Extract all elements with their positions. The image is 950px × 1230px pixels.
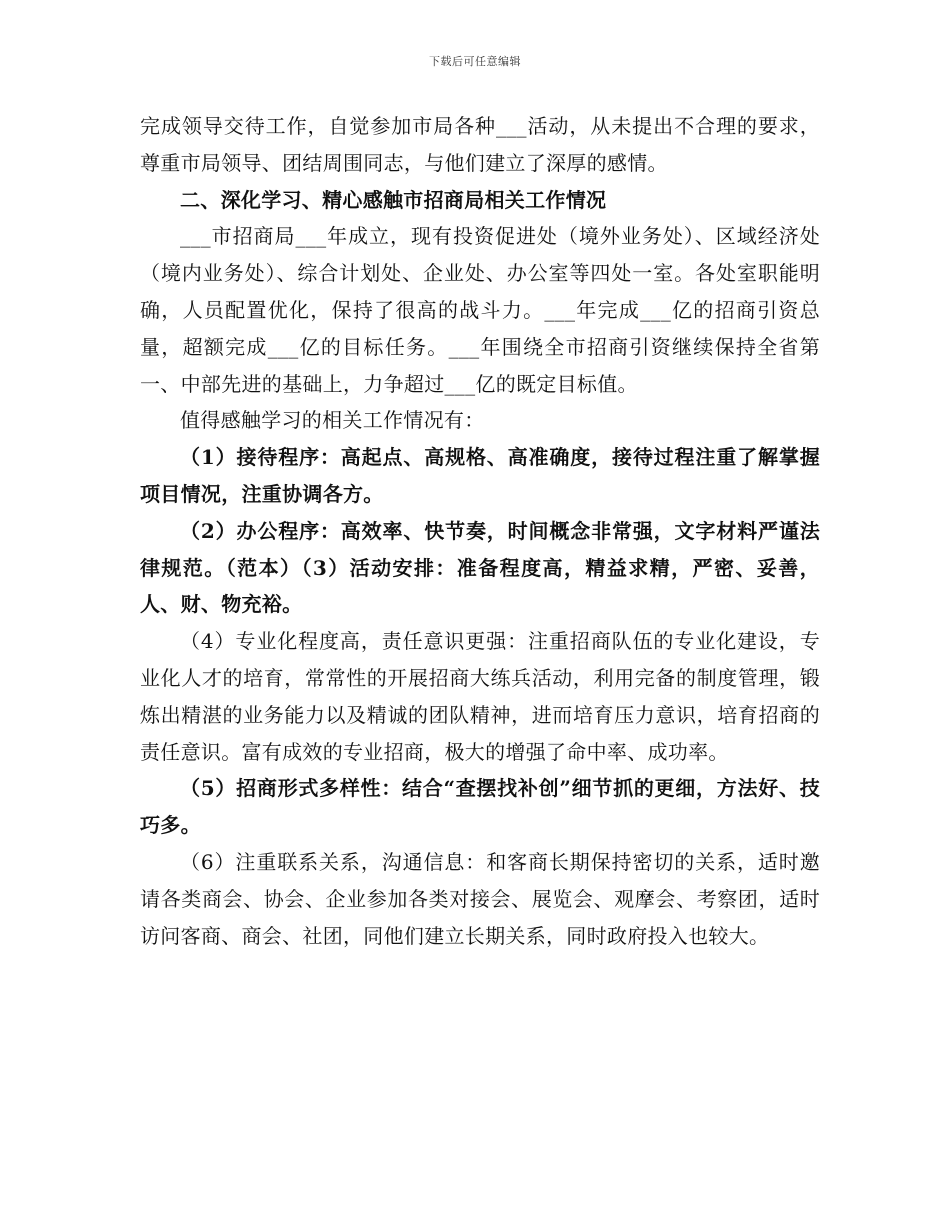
list-item-1: （1）接待程序：高起点、高规格、高准确度，接待过程注重了解掌握项目情况，注重协调各方。	[140, 445, 820, 506]
paragraph-intro-list: 值得感触学习的相关工作情况有：	[180, 408, 485, 433]
list-item-5: （5）招商形式多样性：结合“查摆找补创”细节抓的更细，方法好、技巧多。	[140, 776, 820, 838]
section-heading: 二、深化学习、精心感触市招商局相关工作情况	[180, 187, 607, 212]
page-header: 下载后可任意编辑	[429, 55, 521, 68]
list-item-2-3: （2）办公程序：高效率、快节奏，时间概念非常强，文字材料严谨法律规范。（范本）（3）活动安排：准备程度高，精益求精，严密、妥善，人、财、物充裕。	[140, 518, 820, 617]
document-body	[140, 108, 820, 954]
list-item-6: （6）注重联系关系，沟通信息：和客商长期保持密切的关系，适时邀请各类商会、协会、企业参加各类对接会、展览会、观摩会、考察团，适时访问客商、商会、社团，同他们建立长期关系，同时政府投入也较大。	[140, 849, 820, 948]
paragraph-continuation: 完成领导交待工作，自觉参加市局各种___活动，从未提出不合理的要求，尊重市局领导、团结周围同志，与他们建立了深厚的感情。	[140, 114, 820, 175]
list-item-4: （4）专业化程度高，责任意识更强：注重招商队伍的专业化建设，专业化人才的培育，常常性的开展招商大练兵活动，利用完备的制度管理，锻炼出精湛的业务能力以及精诚的团队精神，进而培育压力意识，培育招商的责任意识。富有成效的专业招商，极大的增强了命中率、成功率。	[140, 629, 820, 764]
paragraph-bureau-overview: ___市招商局___年成立，现有投资促进处（境外业务处）、区域经济处（境内业务处）、综合计划处、企业处、办公室等四处一室。各处室职能明确，人员配置优化，保持了很高的战斗力。___年完成___亿的招商引资总量，超额完成___亿的目标任务。___年围绕全市招商引资继续保持全省第一、中部先进的基础上，力争超过___亿的既定目标值。	[140, 224, 820, 396]
